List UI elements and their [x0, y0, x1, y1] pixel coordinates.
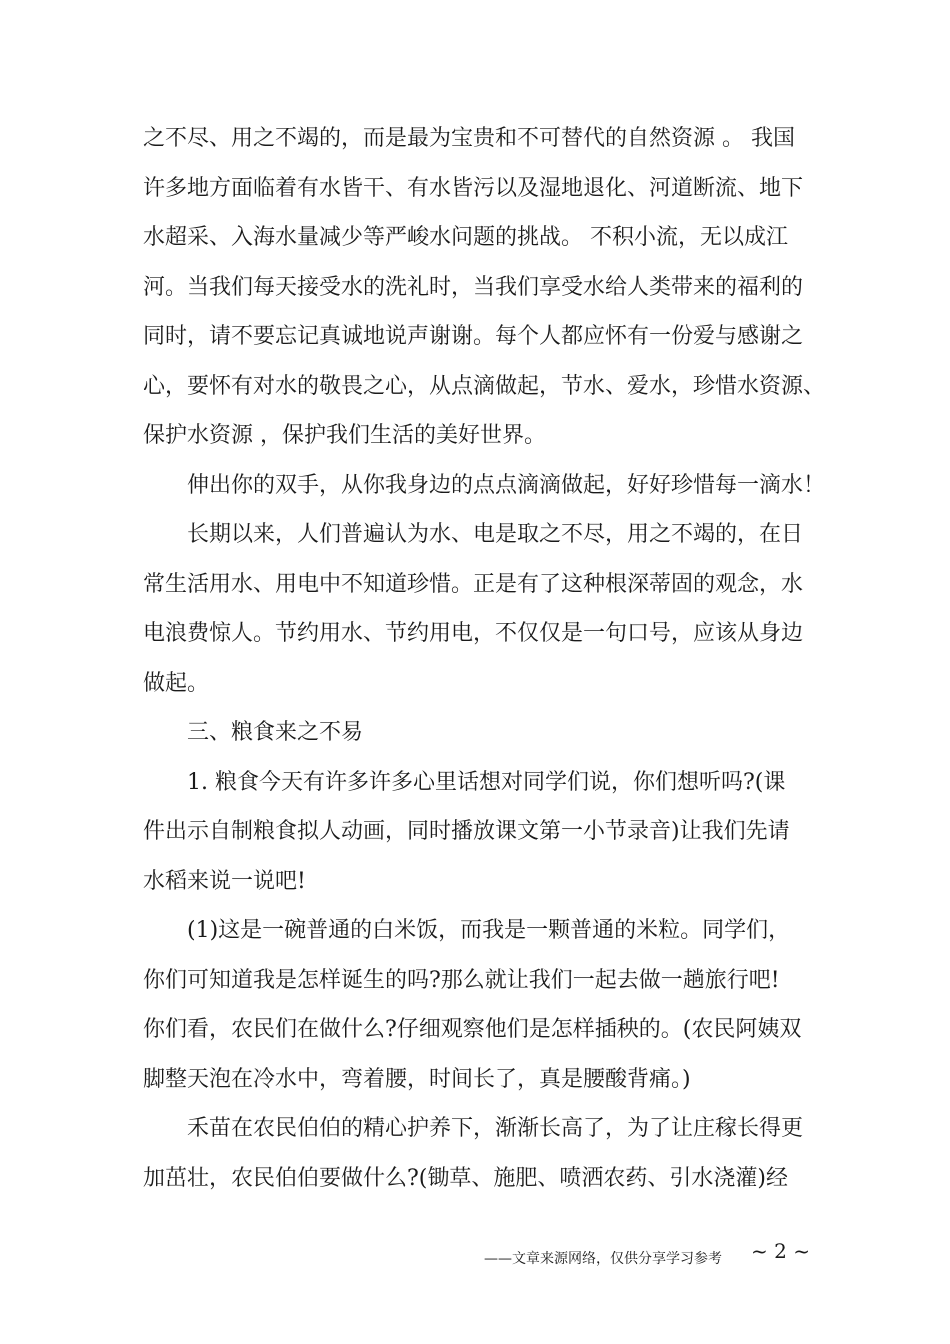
text-line: 你们可知道我是怎样诞生的吗?那么就让我们一起去做一趟旅行吧!: [143, 967, 780, 993]
text-line: 脚整天泡在冷水中，弯着腰，时间长了，真是腰酸背痛。): [143, 1066, 691, 1092]
text-line: 保护水资源 ，保护我们生活的美好世界。: [143, 423, 546, 448]
text-line: 之不尽、用之不竭的，而是最为宝贵和不可替代的自然资源 。 我国: [143, 126, 795, 151]
text-line: 你们看，农民们在做什么?仔细观察他们是怎样插秧的。(农民阿姨双: [143, 1017, 802, 1042]
text-line: 1. 粮食今天有许多许多心里话想对同学们说，你们想听吗?(课: [143, 769, 786, 795]
text-line: 加茁壮，农民伯伯要做什么?(锄草、施肥、喷洒农药、引水浇灌)经: [143, 1165, 788, 1191]
text-line: 长期以来，人们普遍认为水、电是取之不尽，用之不竭的，在日: [143, 522, 804, 547]
text-line: 伸出你的双手，从你我身边的点点滴滴做起，好好珍惜每一滴水！: [143, 472, 826, 498]
text-line: 电浪费惊人。节约用水、节约用电，不仅仅是一句口号，应该从身边: [143, 621, 804, 646]
text-line: 许多地方面临着有水皆干、有水皆污以及湿地退化、河道断流、地下: [143, 175, 804, 201]
text-line: 禾苗在农民伯伯的精心护养下，渐渐长高了，为了让庄稼长得更: [143, 1116, 804, 1141]
text-line: 常生活用水、用电中不知道珍惜。正是有了这种根深蒂固的观念，水: [143, 571, 804, 597]
text-line: 心，要怀有对水的敬畏之心，从点滴做起，节水、爱水，珍惜水资源、: [143, 373, 826, 399]
text-line: 做起。: [143, 670, 210, 696]
text-line: 同时，请不要忘记真诚地说声谢谢。每个人都应怀有一份爱与感谢之: [143, 324, 804, 349]
section-heading: 三、粮食来之不易: [143, 720, 364, 745]
footer-note: ——文章来源网络，仅供分享学习参考: [484, 1251, 722, 1267]
page-footer: [0, 1239, 950, 1279]
text-line: 河。当我们每天接受水的洗礼时，当我们享受水给人类带来的福利的: [143, 274, 804, 300]
text-line: 水超采、入海水量减少等严峻水问题的挑战。 不积小流，无以成江: [143, 225, 788, 250]
text-line: 件出示自制粮食拟人动画，同时播放课文第一小节录音)让我们先请: [143, 819, 790, 844]
page-number: ~ 2 ~: [751, 1239, 810, 1263]
body-text: [143, 114, 826, 1203]
text-line: (1)这是一碗普通的白米饭，而我是一颗普通的米粒。同学们，: [143, 918, 791, 943]
text-line: 水稻来说一说吧!: [143, 868, 306, 894]
